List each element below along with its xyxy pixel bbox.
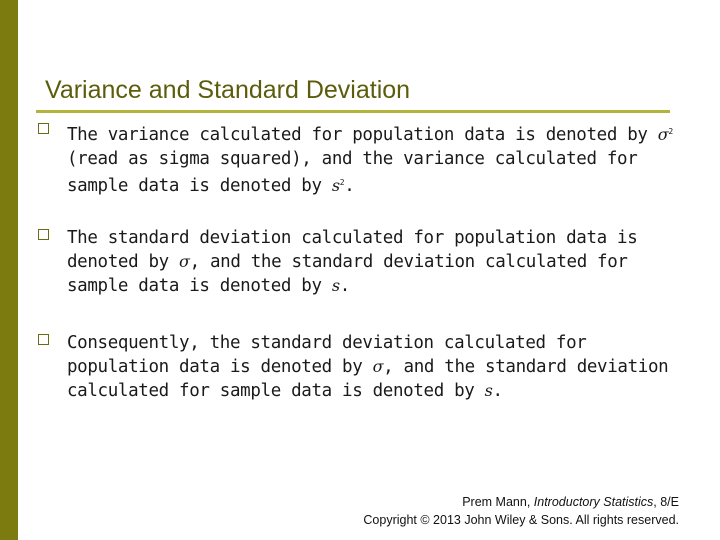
bullet-text	[67, 331, 677, 403]
sigma-symbol: σ	[179, 252, 190, 271]
bullet-text-part: .	[492, 381, 503, 401]
squared-superscript: 2	[339, 178, 345, 187]
footer-edition: , 8/E	[653, 495, 679, 509]
bullet-text	[67, 120, 677, 198]
bullet-text-part: The standard deviation calculated for population data is denoted by	[67, 228, 638, 272]
bullet-text	[67, 226, 677, 298]
s-symbol: s	[484, 381, 493, 400]
sigma-symbol: σ	[657, 125, 669, 144]
bullet-text-part: (read as sigma squared), and the variance calculated for sample data is denoted by	[67, 149, 638, 196]
bullet-text-part: , and the standard deviation calculated for sample data is denoted by	[67, 357, 669, 401]
bullet-text-part: Consequently, the standard deviation calculated for population data is denoted by	[67, 333, 587, 377]
title-underline	[36, 110, 670, 113]
footer-citation	[363, 493, 679, 529]
slide-title: Variance and Standard Deviation	[45, 76, 411, 104]
footer-book-line	[363, 493, 679, 511]
footer-author: Prem Mann,	[462, 495, 534, 509]
sigma-symbol: σ	[372, 357, 384, 376]
bullet-text-part: The variance calculated for population data is denoted by	[67, 125, 658, 145]
bullet-text-part: , and the standard deviation calculated for sample data is denoted by	[67, 252, 628, 296]
bullet-text-part: .	[339, 276, 350, 296]
s-symbol: s	[331, 276, 340, 295]
s-symbol: s	[331, 176, 340, 195]
square-bullet-icon	[38, 334, 49, 345]
footer-book-title: Introductory Statistics	[533, 495, 654, 509]
footer-copyright: Copyright © 2013 John Wiley & Sons. All rights reserved.	[363, 513, 679, 527]
squared-superscript: 2	[668, 127, 673, 136]
square-bullet-icon	[38, 123, 49, 134]
left-accent-bar	[0, 0, 18, 540]
square-bullet-icon	[38, 229, 49, 240]
bullet-text-part: .	[344, 176, 355, 196]
